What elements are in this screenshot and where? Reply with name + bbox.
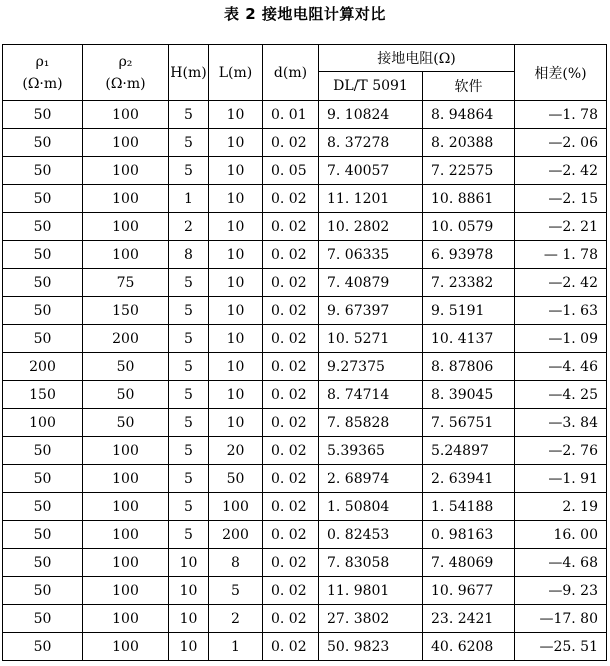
cell-resistance-standard: 2. 68974 — [319, 465, 423, 493]
cell-d: 0. 02 — [263, 129, 319, 157]
cell-l: 10 — [209, 129, 263, 157]
cell-d: 0. 02 — [263, 437, 319, 465]
cell-resistance-software: 40. 6208 — [423, 633, 515, 661]
cell-rho2: 100 — [83, 101, 169, 129]
cell-d: 0. 02 — [263, 465, 319, 493]
cell-resistance-standard: 5.39365 — [319, 437, 423, 465]
cell-diff: 2. 19 — [515, 493, 607, 521]
cell-d: 0. 02 — [263, 381, 319, 409]
cell-rho1: 200 — [3, 353, 83, 381]
header-rho1 — [3, 45, 83, 101]
cell-rho2: 100 — [83, 577, 169, 605]
cell-resistance-software: 23. 2421 — [423, 605, 515, 633]
cell-diff: —2. 21 — [515, 213, 607, 241]
header-resistance-group: 接地电阻(Ω) — [319, 45, 515, 72]
cell-resistance-standard: 11. 9801 — [319, 577, 423, 605]
cell-diff: —17. 80 — [515, 605, 607, 633]
table-row — [3, 325, 607, 353]
header-h: H(m) — [169, 45, 209, 101]
cell-diff: —1. 63 — [515, 297, 607, 325]
cell-h: 5 — [169, 493, 209, 521]
header-standard: DL/T 5091 — [319, 72, 423, 101]
cell-resistance-standard: 7. 40057 — [319, 157, 423, 185]
cell-l: 10 — [209, 297, 263, 325]
cell-l: 10 — [209, 185, 263, 213]
cell-rho1: 50 — [3, 605, 83, 633]
cell-rho1: 50 — [3, 269, 83, 297]
cell-resistance-software: 7. 48069 — [423, 549, 515, 577]
resistance-comparison-table — [2, 44, 607, 661]
cell-diff: —1. 78 — [515, 101, 607, 129]
cell-diff: —25. 51 — [515, 633, 607, 661]
cell-h: 10 — [169, 549, 209, 577]
cell-rho1: 50 — [3, 465, 83, 493]
cell-d: 0. 02 — [263, 409, 319, 437]
table-header — [3, 45, 607, 101]
cell-resistance-software: 10. 0579 — [423, 213, 515, 241]
table-row — [3, 465, 607, 493]
cell-resistance-standard: 8. 37278 — [319, 129, 423, 157]
cell-h: 5 — [169, 409, 209, 437]
cell-h: 5 — [169, 521, 209, 549]
cell-h: 5 — [169, 157, 209, 185]
cell-resistance-software: 8. 39045 — [423, 381, 515, 409]
cell-l: 2 — [209, 605, 263, 633]
table-row — [3, 185, 607, 213]
table-row — [3, 353, 607, 381]
cell-d: 0. 02 — [263, 521, 319, 549]
cell-rho2: 100 — [83, 493, 169, 521]
cell-h: 5 — [169, 437, 209, 465]
cell-rho2: 50 — [83, 381, 169, 409]
cell-d: 0. 02 — [263, 633, 319, 661]
cell-d: 0. 02 — [263, 297, 319, 325]
header-rho2 — [83, 45, 169, 101]
cell-resistance-standard: 7. 40879 — [319, 269, 423, 297]
cell-h: 10 — [169, 633, 209, 661]
table-row — [3, 381, 607, 409]
cell-rho2: 200 — [83, 325, 169, 353]
cell-h: 2 — [169, 213, 209, 241]
cell-d: 0. 02 — [263, 493, 319, 521]
cell-resistance-standard: 10. 5271 — [319, 325, 423, 353]
cell-rho1: 50 — [3, 437, 83, 465]
cell-resistance-standard: 11. 1201 — [319, 185, 423, 213]
cell-resistance-standard: 7. 06335 — [319, 241, 423, 269]
cell-resistance-standard: 0. 82453 — [319, 521, 423, 549]
cell-l: 10 — [209, 241, 263, 269]
cell-resistance-software: 8. 94864 — [423, 101, 515, 129]
cell-d: 0. 02 — [263, 185, 319, 213]
table-row — [3, 605, 607, 633]
cell-l: 200 — [209, 521, 263, 549]
table-row — [3, 269, 607, 297]
table-row — [3, 577, 607, 605]
cell-rho2: 100 — [83, 213, 169, 241]
cell-rho1: 50 — [3, 129, 83, 157]
cell-h: 5 — [169, 101, 209, 129]
cell-d: 0. 02 — [263, 577, 319, 605]
cell-l: 8 — [209, 549, 263, 577]
cell-rho2: 50 — [83, 409, 169, 437]
cell-resistance-software: 10. 8861 — [423, 185, 515, 213]
cell-resistance-standard: 9. 67397 — [319, 297, 423, 325]
cell-rho1: 50 — [3, 325, 83, 353]
cell-resistance-standard: 27. 3802 — [319, 605, 423, 633]
cell-d: 0. 02 — [263, 605, 319, 633]
cell-diff: —1. 09 — [515, 325, 607, 353]
cell-resistance-software: 1. 54188 — [423, 493, 515, 521]
cell-l: 10 — [209, 353, 263, 381]
cell-diff: — 1. 78 — [515, 241, 607, 269]
table-row — [3, 493, 607, 521]
cell-rho1: 50 — [3, 493, 83, 521]
cell-diff: —2. 42 — [515, 269, 607, 297]
cell-l: 20 — [209, 437, 263, 465]
cell-rho1: 50 — [3, 633, 83, 661]
cell-l: 5 — [209, 577, 263, 605]
cell-rho1: 50 — [3, 241, 83, 269]
cell-l: 50 — [209, 465, 263, 493]
header-rho2-symbol: ρ₂ — [118, 53, 133, 70]
cell-resistance-software: 7. 56751 — [423, 409, 515, 437]
header-software: 软件 — [423, 72, 515, 101]
table-row — [3, 101, 607, 129]
cell-rho1: 100 — [3, 409, 83, 437]
cell-resistance-standard: 9. 10824 — [319, 101, 423, 129]
header-diff: 相差(%) — [515, 45, 607, 101]
cell-rho1: 50 — [3, 101, 83, 129]
cell-h: 10 — [169, 577, 209, 605]
cell-diff: 16. 00 — [515, 521, 607, 549]
cell-d: 0. 02 — [263, 325, 319, 353]
cell-rho2: 100 — [83, 521, 169, 549]
cell-resistance-standard: 8. 74714 — [319, 381, 423, 409]
cell-rho1: 50 — [3, 157, 83, 185]
cell-rho1: 150 — [3, 381, 83, 409]
cell-h: 1 — [169, 185, 209, 213]
cell-d: 0. 02 — [263, 549, 319, 577]
cell-l: 10 — [209, 157, 263, 185]
cell-d: 0. 02 — [263, 269, 319, 297]
cell-l: 10 — [209, 381, 263, 409]
cell-rho1: 50 — [3, 213, 83, 241]
cell-diff: —1. 91 — [515, 465, 607, 493]
table-title: 表 2 接地电阻计算对比 — [224, 5, 386, 23]
cell-resistance-software: 2. 63941 — [423, 465, 515, 493]
header-rho1-unit: (Ω·m) — [22, 75, 63, 92]
cell-diff: —2. 06 — [515, 129, 607, 157]
cell-rho2: 100 — [83, 157, 169, 185]
cell-resistance-standard: 50. 9823 — [319, 633, 423, 661]
cell-resistance-software: 10. 4137 — [423, 325, 515, 353]
cell-rho1: 50 — [3, 577, 83, 605]
cell-rho2: 100 — [83, 129, 169, 157]
cell-diff: —2. 42 — [515, 157, 607, 185]
cell-l: 10 — [209, 409, 263, 437]
table-row — [3, 521, 607, 549]
cell-resistance-software: 10. 9677 — [423, 577, 515, 605]
header-l: L(m) — [209, 45, 263, 101]
cell-d: 0. 05 — [263, 157, 319, 185]
cell-rho1: 50 — [3, 297, 83, 325]
cell-rho2: 75 — [83, 269, 169, 297]
cell-resistance-standard: 7. 83058 — [319, 549, 423, 577]
cell-diff: —4. 68 — [515, 549, 607, 577]
table-row — [3, 129, 607, 157]
cell-h: 5 — [169, 353, 209, 381]
cell-h: 5 — [169, 129, 209, 157]
cell-rho2: 100 — [83, 549, 169, 577]
cell-diff: —9. 23 — [515, 577, 607, 605]
cell-rho2: 100 — [83, 185, 169, 213]
cell-h: 5 — [169, 325, 209, 353]
table-row — [3, 409, 607, 437]
cell-h: 5 — [169, 465, 209, 493]
table-row — [3, 633, 607, 661]
table-row — [3, 549, 607, 577]
cell-resistance-standard: 9.27375 — [319, 353, 423, 381]
header-rho1-symbol: ρ₁ — [35, 53, 50, 70]
cell-rho2: 50 — [83, 353, 169, 381]
table-row — [3, 157, 607, 185]
cell-h: 5 — [169, 269, 209, 297]
cell-resistance-standard: 10. 2802 — [319, 213, 423, 241]
cell-rho1: 50 — [3, 185, 83, 213]
cell-l: 100 — [209, 493, 263, 521]
cell-rho2: 100 — [83, 437, 169, 465]
cell-rho1: 50 — [3, 549, 83, 577]
cell-h: 5 — [169, 297, 209, 325]
cell-d: 0. 02 — [263, 213, 319, 241]
cell-resistance-software: 7. 22575 — [423, 157, 515, 185]
cell-l: 1 — [209, 633, 263, 661]
cell-resistance-standard: 7. 85828 — [319, 409, 423, 437]
cell-h: 8 — [169, 241, 209, 269]
cell-diff: —3. 84 — [515, 409, 607, 437]
cell-resistance-software: 9. 5191 — [423, 297, 515, 325]
cell-d: 0. 02 — [263, 241, 319, 269]
cell-l: 10 — [209, 269, 263, 297]
cell-resistance-software: 6. 93978 — [423, 241, 515, 269]
header-d: d(m) — [263, 45, 319, 101]
cell-resistance-software: 5.24897 — [423, 437, 515, 465]
cell-resistance-software: 8. 20388 — [423, 129, 515, 157]
cell-diff: —2. 76 — [515, 437, 607, 465]
cell-resistance-software: 7. 23382 — [423, 269, 515, 297]
cell-l: 10 — [209, 325, 263, 353]
cell-rho1: 50 — [3, 521, 83, 549]
cell-resistance-standard: 1. 50804 — [319, 493, 423, 521]
comparison-table-container — [2, 44, 606, 661]
cell-h: 10 — [169, 605, 209, 633]
cell-resistance-software: 8. 87806 — [423, 353, 515, 381]
cell-h: 5 — [169, 381, 209, 409]
cell-diff: —4. 46 — [515, 353, 607, 381]
cell-resistance-software: 0. 98163 — [423, 521, 515, 549]
cell-rho2: 100 — [83, 633, 169, 661]
cell-rho2: 100 — [83, 241, 169, 269]
table-row — [3, 213, 607, 241]
cell-diff: —4. 25 — [515, 381, 607, 409]
table-row — [3, 241, 607, 269]
cell-l: 10 — [209, 213, 263, 241]
cell-diff: —2. 15 — [515, 185, 607, 213]
table-body — [3, 101, 607, 661]
table-row — [3, 437, 607, 465]
cell-rho2: 100 — [83, 605, 169, 633]
cell-l: 10 — [209, 101, 263, 129]
cell-rho2: 100 — [83, 465, 169, 493]
cell-d: 0. 02 — [263, 353, 319, 381]
table-row — [3, 297, 607, 325]
cell-rho2: 150 — [83, 297, 169, 325]
cell-d: 0. 01 — [263, 101, 319, 129]
header-rho2-unit: (Ω·m) — [105, 75, 146, 92]
